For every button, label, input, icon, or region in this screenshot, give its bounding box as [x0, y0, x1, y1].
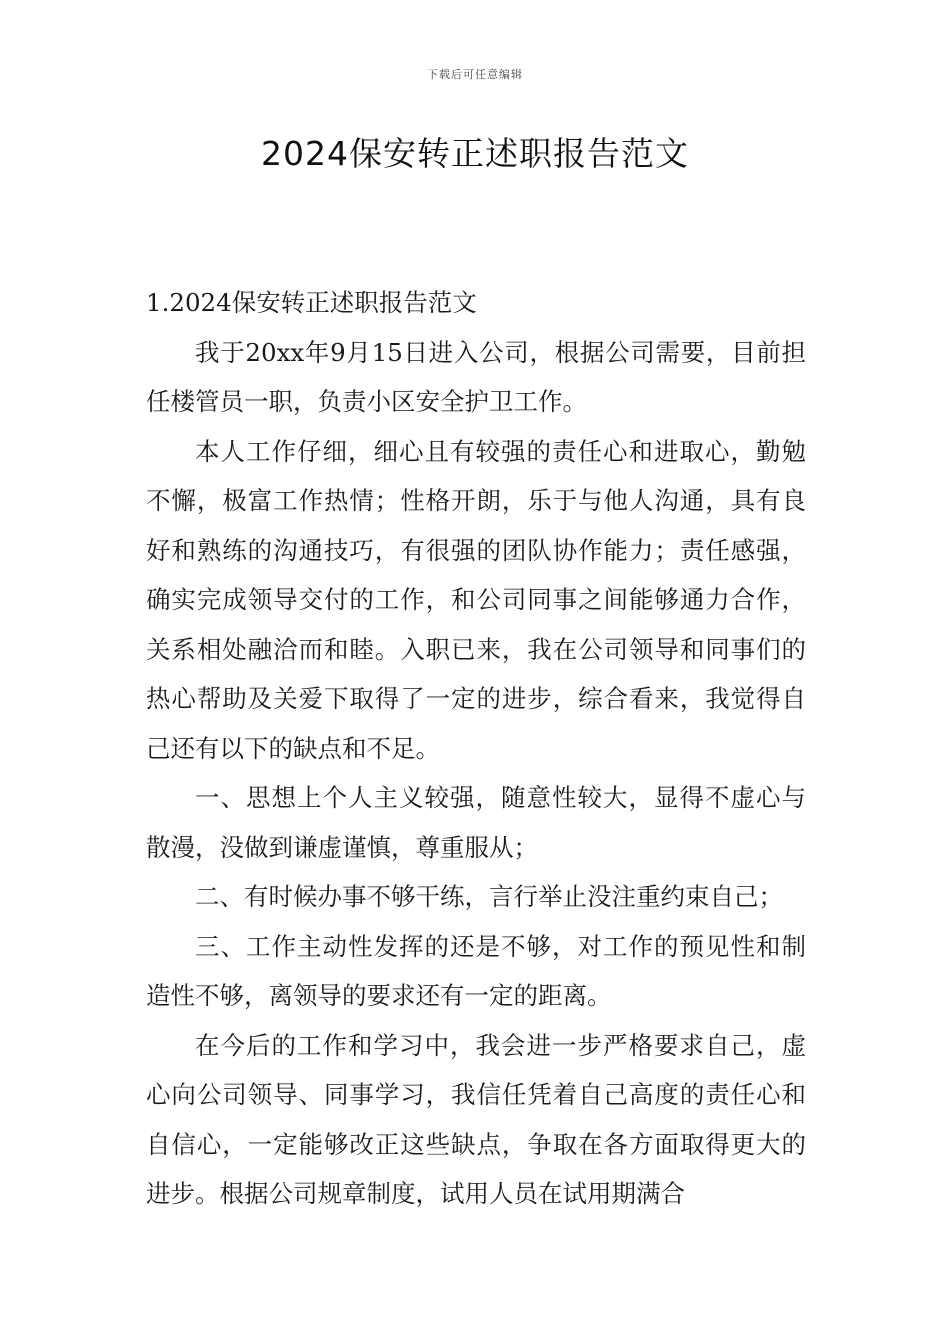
paragraph-shortcoming-3: 三、工作主动性发挥的还是不够，对工作的预见性和制造性不够，离领导的要求还有一定的距离。: [146, 931, 806, 1010]
document-title: 2024保安转正述职报告范文: [261, 134, 689, 173]
paragraph-shortcoming-1: 一、思想上个人主义较强，随意性较大，显得不虚心与散漫，没做到谦虚谨慎，尊重服从；: [146, 783, 806, 862]
paragraph-future-plan: 在今后的工作和学习中，我会进一步严格要求自己，虚心向公司领导、同事学习，我信任凭着自己高度的责任心和自信心，一定能够改正这些缺点，争取在各方面取得更大的进步。根据公司规章制度，试用人员在试用期满合: [146, 1030, 806, 1208]
header-note: 下载后可任意编辑: [427, 68, 523, 81]
paragraph-intro: 我于20xx年9月15日进入公司，根据公司需要，目前担任楼管员一职，负责小区安全护卫工作。: [146, 337, 806, 416]
paragraph-self-assessment: 本人工作仔细，细心且有较强的责任心和进取心，勤勉不懈，极富工作热情；性格开朗，乐于与他人沟通，具有良好和熟练的沟通技巧，有很强的团队协作能力；责任感强，确实完成领导交付的工作，和公司同事之间能够通力合作，关系相处融洽而和睦。入职已来，我在公司领导和同事们的热心帮助及关爱下取得了一定的进步，综合看来，我觉得自己还有以下的缺点和不足。: [146, 436, 806, 763]
document-body: [146, 278, 806, 1219]
paragraph-shortcoming-2: 二、有时候办事不够干练，言行举止没注重约束自己；: [195, 882, 783, 911]
section-heading: 1.2024保安转正述职报告范文: [146, 288, 477, 317]
